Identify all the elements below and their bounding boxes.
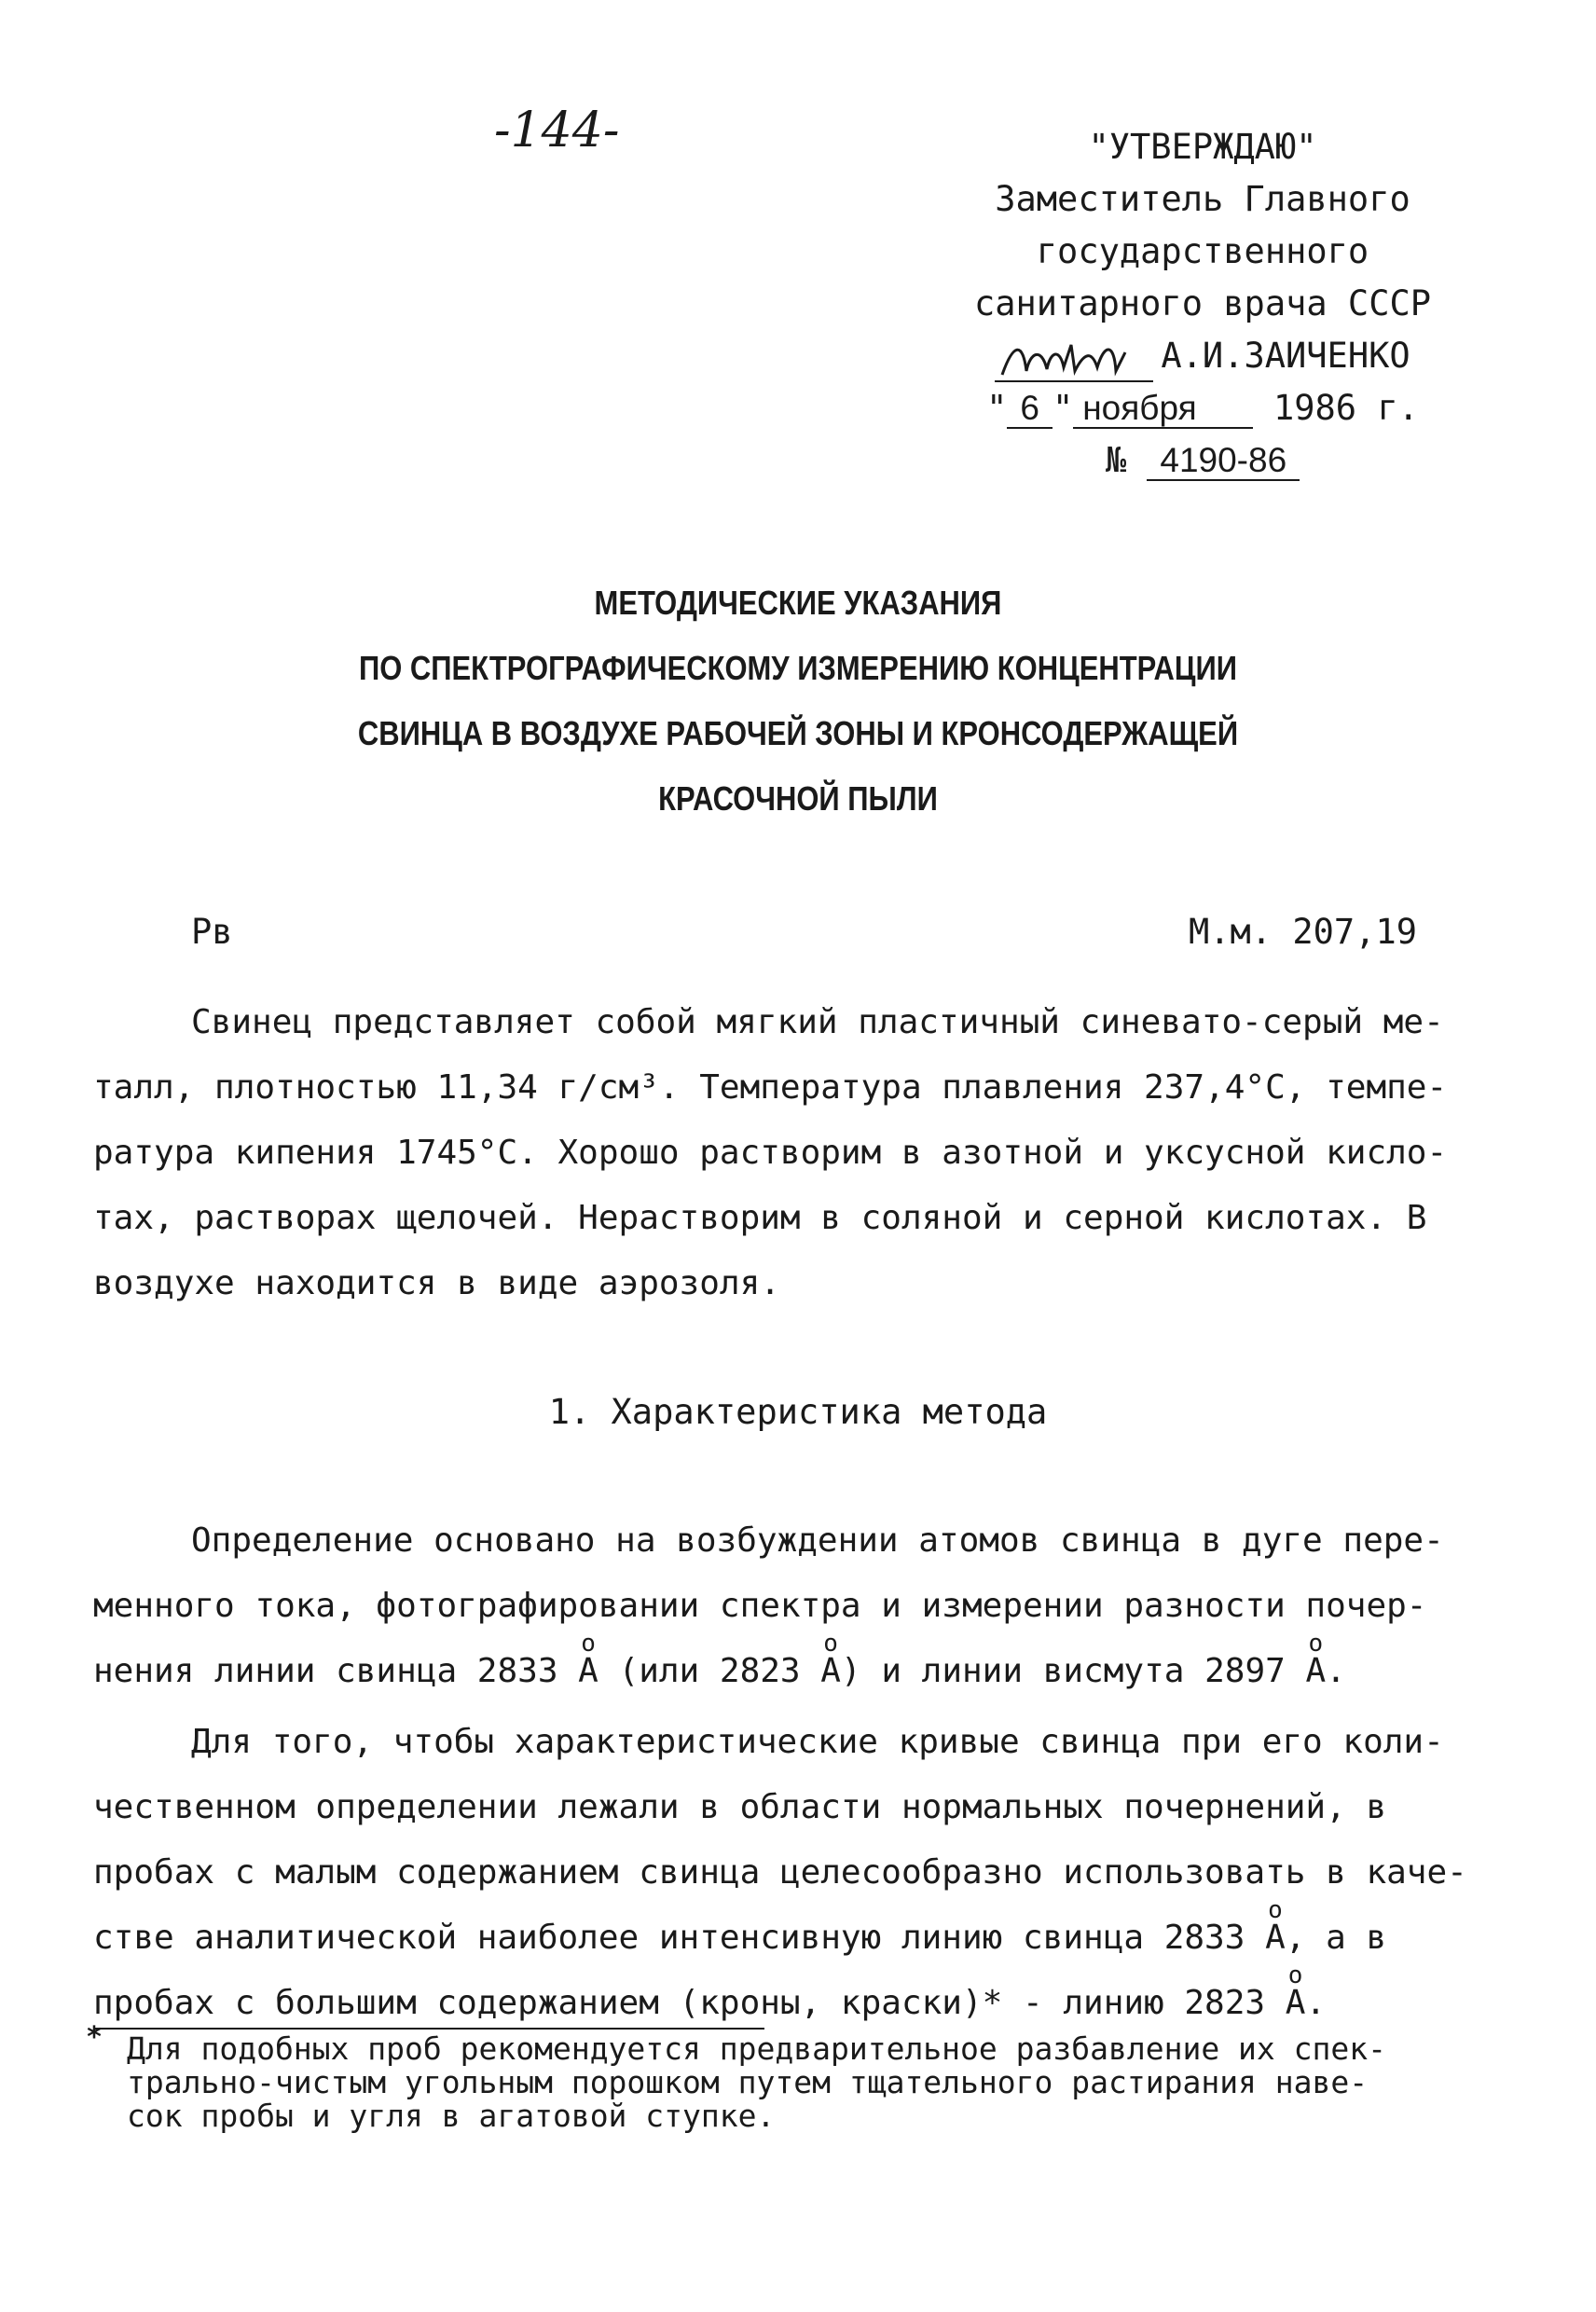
title-line-4: КРАСОЧНОЙ ПЫЛИ bbox=[658, 779, 938, 818]
footnote bbox=[93, 2032, 1548, 2133]
approval-name: А.И.ЗАИЧЕНКО bbox=[1161, 336, 1410, 376]
intro-line-5: воздухе находится в виде аэрозоля. bbox=[93, 1264, 780, 1302]
method-line-3-c: ) и линии висмута 2897 bbox=[840, 1652, 1306, 1690]
intro-line-4: тах, растворах щелочей. Нерастворим в соляной и серной кислотах. В bbox=[93, 1199, 1427, 1237]
chemical-symbol: Pв bbox=[191, 912, 233, 952]
document-title bbox=[112, 571, 1484, 832]
approval-line-2: государственного bbox=[1036, 231, 1369, 271]
approval-number-prefix: № bbox=[1105, 440, 1127, 480]
footnote-mark: * bbox=[86, 2021, 103, 2054]
intro-line-3: ратура кипения 1745°С. Хорошо растворим в азотной и уксусной кисло- bbox=[93, 1134, 1448, 1172]
date-quote-close: " bbox=[1052, 388, 1074, 428]
approval-signature-row bbox=[923, 330, 1482, 382]
footnote-line-3: сок пробы и угля в агатовой ступке. bbox=[127, 2098, 776, 2134]
intro-paragraph bbox=[93, 990, 1501, 1316]
method-paragraph bbox=[93, 1508, 1501, 2036]
method-line-8-b: . bbox=[1305, 1984, 1327, 2022]
method-line-2: менного тока, фотографировании спектра и измерении разности почер- bbox=[93, 1587, 1427, 1625]
molar-mass: М.м. 207,19 bbox=[1189, 912, 1418, 952]
angstrom-symbol: o А bbox=[578, 1639, 598, 1704]
signature-icon bbox=[995, 334, 1153, 382]
method-line-7-b: , а в bbox=[1285, 1919, 1387, 1957]
approval-month: ноября bbox=[1073, 389, 1252, 429]
approval-day: 6 bbox=[1007, 389, 1053, 429]
title-line-3: СВИНЦА В ВОЗДУХЕ РАБОЧЕЙ ЗОНЫ И КРОНСОДЕРЖАЩЕЙ bbox=[357, 714, 1239, 752]
angstrom-symbol: o А bbox=[1265, 1906, 1286, 1971]
intro-line-1: Свинец представляет собой мягкий пластичный синевато-серый ме- bbox=[191, 1003, 1444, 1041]
method-line-5: чественном определении лежали в области нормальных почернений, в bbox=[93, 1788, 1387, 1826]
method-line-3-a: нения линии свинца 2833 bbox=[93, 1652, 579, 1690]
section-heading: 1. Характеристика метода bbox=[548, 1392, 1048, 1432]
footnote-divider bbox=[93, 2028, 764, 2030]
approval-year: 1986 г. bbox=[1273, 388, 1419, 428]
page-number: -144- bbox=[494, 103, 620, 158]
approval-line-1: Заместитель Главного bbox=[995, 179, 1410, 219]
date-quote-open: " bbox=[986, 388, 1008, 428]
method-line-4: Для того, чтобы характеристические кривые свинца при его коли- bbox=[191, 1723, 1444, 1761]
intro-line-2: талл, плотностью 11,34 г/см³. Температура плавления 237,4°С, темпе- bbox=[93, 1068, 1448, 1107]
method-line-7-a: стве аналитической наиболее интенсивную линию свинца 2833 bbox=[93, 1919, 1266, 1957]
approval-block bbox=[923, 121, 1482, 487]
footnote-line-1: Для подобных проб рекомендуется предварительное разбавление их спек- bbox=[127, 2030, 1387, 2067]
title-line-2: ПО СПЕКТРОГРАФИЧЕСКОМУ ИЗМЕРЕНИЮ КОНЦЕНТРАЦИИ bbox=[358, 649, 1238, 687]
angstrom-symbol: o А bbox=[820, 1639, 841, 1704]
method-line-1: Определение основано на возбуждении атомов свинца в дуге пере- bbox=[191, 1521, 1444, 1560]
approval-number: 4190-86 bbox=[1147, 441, 1300, 481]
approval-date bbox=[923, 382, 1482, 434]
approval-line-3: санитарного врача СССР bbox=[973, 283, 1432, 323]
method-line-3-d: . bbox=[1326, 1652, 1346, 1690]
angstrom-symbol: o А bbox=[1286, 1971, 1306, 2036]
method-line-8 bbox=[93, 1971, 1501, 2036]
method-line-6: пробах с малым содержанием свинца целесообразно использовать в каче- bbox=[93, 1853, 1467, 1892]
approval-number-row bbox=[923, 434, 1482, 487]
footnote-line-2: трально-чистым угольным порошком путем тщательного растирания наве- bbox=[127, 2064, 1369, 2100]
method-line-3 bbox=[93, 1639, 1501, 1704]
approval-stamp: "УТВЕРЖДАЮ" bbox=[1088, 127, 1317, 167]
angstrom-symbol: o А bbox=[1305, 1639, 1326, 1704]
method-line-8-a: пробах с большим содержанием (кроны, краски)* - линию 2823 bbox=[93, 1984, 1286, 2022]
signature bbox=[995, 343, 1153, 382]
title-line-1: МЕТОДИЧЕСКИЕ УКАЗАНИЯ bbox=[594, 584, 1002, 622]
method-line-3-b: (или 2823 bbox=[598, 1652, 821, 1690]
